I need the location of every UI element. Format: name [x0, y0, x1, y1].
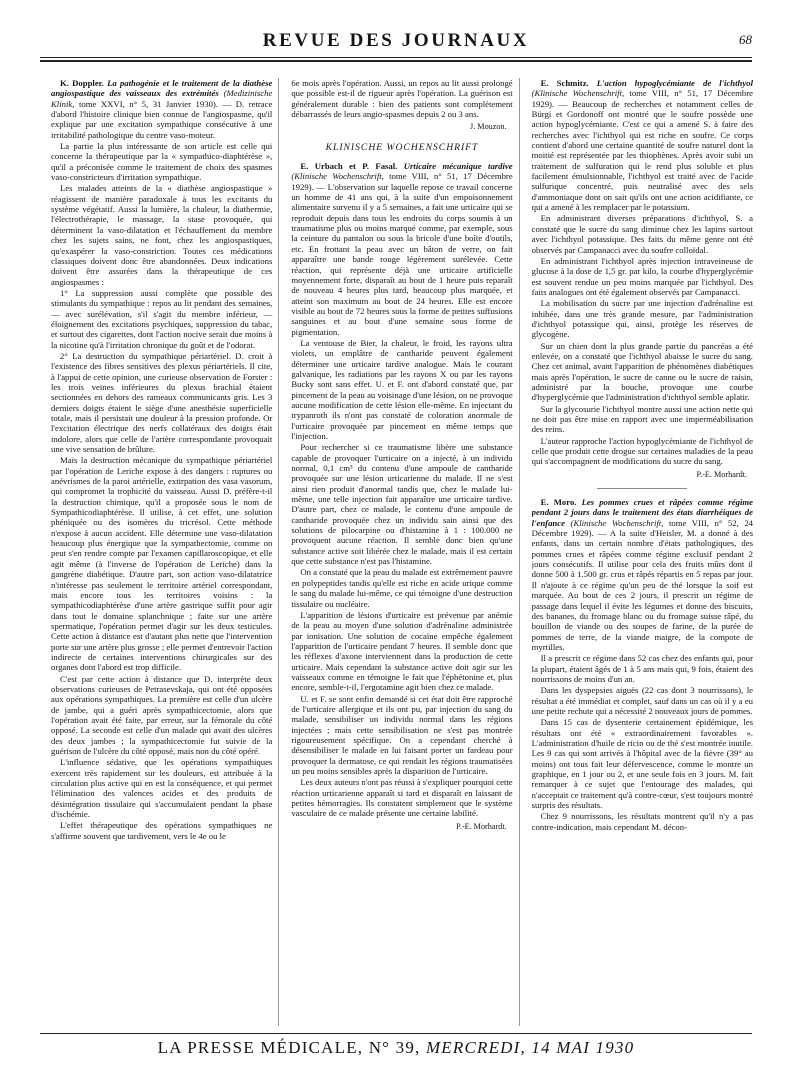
paragraph: Les deux auteurs n'ont pas réussi à s'expliquer pourquoi cette réaction urticarienne apparaît si tard et disparaît en laissant de petites hémorragies. Ils constatent simplement que le système vasculaire de ce malade présente une certaine labilité. [291, 777, 513, 819]
article-doppler [51, 78, 272, 140]
paragraph: Dans 15 cas de dysenterie certainement épidémique, les résultats ont été « extraordinairement favorables ». L'administration d'huile de ricin ou de thé s'est montrée inutile. Les 9 cas qui sont arrivés à l'hôpital avec de la fièvre (39° au moins) ont tous fait leur défervescence, comme le montre un graphique, en 1 jour ou 2, et une seule fois en 3 jours. M. fait remarquer à ce sujet que l'entourage des malades, qui n'acceptait ce traitement qu'à contre-cœur, s'est toujours montré surpris des résultats. [531, 717, 753, 811]
paragraph: 6e mois après l'opération. Aussi, un repos au lit aussi prolongé que possible est-il de rigueur après l'opération. La guérison est généralement durable : bien des patients sont complètement débarrassés de leurs angio-spasmes depuis 2 ou 3 ans. [291, 78, 513, 120]
paragraph: L'effet thérapeutique des opérations sympathiques ne s'affirme souvent que tardivement, vers le 4e ou le [51, 820, 273, 841]
paragraph: Sur la glycosurie l'ichthyol montre aussi une action nette qui ne doit pas être mise en rapport avec une imperméabilisation des reins. [531, 403, 753, 435]
article-text: tome VIII, n° 51, 17 Décembre 1929). — L'observation sur laquelle repose ce travail concerne un homme de 41 ans qui, à la suite d'un empoisonnement alimentaire survenu il y a 5 semaines, a fait une urticaire qui se reproduit depuis dans tous les endroits du corps soumis à un traumatisme plus ou moins marqué comme, par exemple, sous la ceinture du pantalon ou sous la bricole d'une boîte d'outils, etc. En frottant la peau avec un bâton de verre, on fait apparaître une bande rouge légèrement surélevée. Cette réaction, qui représente déjà une urticaire artificielle moyennement forte, disparaît au bout de 1 heure puis reparaît de nouveau 4 heures plus tard, beaucoup plus marquée, et atteint son maximum au bout de 24 heures. Elle est encore visible au bout de 72 heures sous la forme de petites suffusions sanguines et au bout d'une semaine sous forme de pigmentation. [291, 171, 513, 337]
article-author: E. Moro. [540, 497, 577, 508]
paragraph: U. et F. se sont enfin demandé si cet état doit être rapproché de l'urticaire allergique et ils ont pu, par injection du sang du malade, sensibiliser un individu normal dans les régions injectées ; mais cette sensibilisation ne s'est pas montrée rigoureusement spécifique. On a cependant cherché à désensibiliser le malade en lui faisant porter un fardeau pour provoquer la dermatose, ce qui rendait les régions traumatisées un peu moins sensibles après la disparition de l'urticaire. [291, 693, 513, 776]
footer-line [40, 1038, 752, 1058]
paragraph: Pour rechercher si ce traumatisme libère une substance capable de provoquer l'urticaire on a injecté, à un individu normal, 0,1 cm³ du contenu d'une ampoule de cantharide provoquée sur une lésion urticarienne du malade. Il ne s'est ainsi rien produit d'anormal tandis que, chez le malade lui-même, une telle injection fait apparaître une urticaire tardive. D'autre part, chez ce malade, le contenu d'une ampoule de cantharide provoquée chez un individu sain ainsi que des solutions de pilocarpine ou d'histamine à 1 : 100.000 ne provoquent aucune réaction. Il semble donc bien qu'une substance active soit libérée chez le malade, mais il est certain que cette substance n'est pas l'histamine. [291, 442, 513, 567]
article-signature: P.-E. Morhardt. [696, 469, 747, 479]
article-text: tome VIII, n° 51, 17 Décembre 1929). — Beaucoup de recherches et notamment celles de Bürgi et Gordonoff ont montré que le soufre possède une action hypoglycémiante. C'est ce qui a amené S. à faire des recherches avec l'ichthyol qui est riche en soufre. Ce corps contient d'abord une certaine quantité de soufre naturel dont la moitié est représentée par les thiophènes. Après avoir subi un traitement de sulfuration qui le rend plus soluble et plus facilement émulsionnable, l'ichthyol est traité avec de l'acide sulfurique concentré, puis neutralisé avec des sels d'ammoniaque dont on sait qu'ils ont une action acidifiante, ce qui a amené à les remplacer par le potassium. [531, 88, 753, 213]
paragraph: 1° La suppression aussi complète que possible des stimulants du sympathique : repos au lit pendant des semaines, — avec surélévation, s'il s'agit du membre inférieur, — éloignement des excitations psychiques, suppression du tabac, et surtout des cigarettes, dont l'action nocive serait due moins à la nicotine qu'à l'irritation chronique du goût et de l'odorat. [51, 287, 273, 350]
column-2 [291, 78, 519, 1026]
article-source: (Klinische Wochenschrift, [291, 171, 384, 182]
article-schmitz [532, 78, 753, 212]
article-title: L'action hypoglycémiante de l'ichthyol [596, 78, 753, 88]
paragraph: On a constaté que la peau du malade est extrêmement pauvre en polypeptides tandis qu'elle est riche en acide urique comme le sang du malade lui-même, ce qui témoigne d'une destruction tissulaire ou nucléaire. [291, 567, 513, 609]
page-number: 68 [739, 32, 752, 47]
article-text: tome VIII, n° 52, 24 Décembre 1929). — A la suite d'Heisler, M. a donné à des enfants, dans un certain nombre d'états pathologiques, des pommes crues et râpées comme régime exclusif pendant 2 jours consécutifs. Il utilise pour cela des fruits mûrs dont il donne 500 à 1.500 gr. crus et râpés répartis en 5 repas par jour. Il n'ajoute à ce régime qu'un peu de thé lorsque la soif est marquée. Au bout de ces 2 jours, il prescrit un régime de passage dans lequel il évite les légumes et donne des biscuits, des bananes, du fromage blanc ou du fromage suisse râpé, du bouillon de viande ou des soupes de farine, de la purée de pommes de terre, de la viande maigre, de la compote de myrtilles. [531, 517, 753, 652]
paragraph: L'apparition de lésions d'urticaire est prévenue par anémie de la peau au moyen d'une solution d'adrénaline administrée par ionisation. Une solution de cocaïne empêche également l'apparition de l'urticaire pendant 7 heures. Il semble donc que les réflexes d'axone interviennent dans la production de cette urticaire. Mais cependant la substance active doit agir sur les vaisseaux comme en témoigne le fait que l'éphétonine et, plus encore, semble-t-il, l'ergotamine agit bien chez ce malade. [291, 609, 513, 693]
footer-journal-name: LA PRESSE MÉDICALE, [157, 1038, 364, 1057]
paragraph: Sur un chien dont la plus grande partie du pancréas a été enlevée, on a constaté que l'ichthyol abaisse le sucre du sang. Chez cet animal, avant l'apparition de phénomènes diabétiques mais après l'opération, le sucre de canne ou le sucre de raisin, administré par la bouche, provoque une courbe d'hyperglycémie que l'administration d'ichthyol semble aplatir. [531, 340, 753, 403]
article-columns [51, 78, 753, 1026]
article-text: tome XXVI, n° 5, 31 Janvier 1930). — D. retrace d'abord l'histoire clinique bien connue de l'angiospasme, qu'il explique par une excitation sympathique consécutive à une irritabilité pathologique du centre vaso-moteur. [51, 98, 273, 140]
column-3 [532, 78, 753, 1026]
journal-section-heading: KLINISCHE WOCHENSCHRIFT [325, 141, 479, 153]
paragraph: Les malades atteints de la « diathèse angiospastique » réagissent de manière paradoxale à tous les excitants du système végétatif. Aussi la lumière, la chaleur, la diathermie, l'électrothérapie, le massage, la stase provoquée, qui déterminent la vaso-dilatation et l'échauffement du membre chez les sujets sains, ne font, chez les angiospastiques, qu'exaspérer la vaso-constriction. Toutes ces médications classiques doivent donc être abandonnées. Deux indications doivent être assurées dans la thérapeutique de ces angiospasmes : [51, 183, 273, 287]
article-author: E. Urbach et P. Fasal. [300, 161, 398, 172]
footer-date: MERCREDI, 14 MAI 1930 [425, 1038, 635, 1057]
paragraph: Chez 9 nourrissons, les résultats montrent qu'il n'y a pas contre-indication, mais cependant M. décon- [531, 811, 753, 832]
header-rule-thick [40, 60, 752, 62]
paragraph: En administrant diverses préparations d'ichthyol, S. a constaté que le sucre du sang diminue chez les lapins surtout avec l'ichthyol potassique. Des faits du même genre ont été observés par Campanacci avec du soufre colloïdal. [531, 213, 753, 255]
article-title: La pathogénie et le traitement de la diathèse angiospastique des vaisseaux des extrémités [51, 78, 273, 99]
article-source: (Klinische Wochenschrift, [531, 88, 625, 99]
article-author: E. Schmitz. [540, 78, 589, 88]
article-title: Urticaire mécanique tardive [403, 161, 513, 172]
header-rule [40, 57, 752, 58]
article-author: K. Doppler. [60, 78, 104, 88]
paragraph: L'auteur rapproche l'action hypoglycémiante de l'ichthyol de celle que produit cette drogue sur certaines maladies de la peau qui s'accompagnent de modifications du sucre du sang. [531, 435, 753, 467]
paragraph: C'est par cette action à distance que D. interprète deux observations curieuses de Petrasevskaja, qui ont été opposées aux opérations sympathiques. La première est celle d'un ulcère de jambe, qui a guéri après sympathicectomie, alors que l'opération avait été faite, par erreur, sur la fémorale du côté opposé. La seconde est celle d'un malade qui avait des ulcères des deux jambes ; la sympathicectomie fut suivie de la guérison de l'ulcère du côté opposé, mais non du côté opéré. [51, 673, 273, 756]
article-signature: P.-E. Morhardt. [456, 821, 507, 831]
article-title: Les pommes crues et râpées comme régime pendant 2 jours dans le traitement des états diarrhéiques de l'enfance [531, 497, 753, 528]
article-signature: J. Mouzon. [470, 122, 507, 132]
article-separator [597, 488, 687, 489]
journal-section-title: REVUE DES JOURNAUX [262, 30, 530, 51]
paragraph: L'influence sédative, que les opérations sympathiques exercent très rapidement sur les douleurs, est attribuée à la circulation plus active qui en est la conséquence, et qui permet l'élimination des valences acides et des produits de désintégration tissulaire qui s'accumulaient pendant la phase d'ischémie. [51, 757, 273, 820]
paragraph: Il a prescrit ce régime dans 52 cas chez des enfants qui, pour la plupart, étaient âgés de 1 à 5 ans mais qui, 9 fois, étaient des nourrissons de moins d'un an. [531, 653, 753, 684]
paragraph: 2° La destruction du sympathique périartériel. D. croit à l'existence des fibres sensitives des plexus périartériels. Il cite, à l'appui de cette opinion, une curieuse observation de Forster : les trois veines inférieures du plexus brachial étaient sectionnées en dehors des rameaux communicants gris. Les 3 derniers doigts étaient le siège d'une anesthésie superficielle totale, mais il persistait une douleur à la pression profonde. Or l'excitation électrique des nerfs collatéraux des doigts était indolore, alors que celle de l'artère correspondante provoquait une vive sensation de brûlure. [51, 350, 273, 455]
paragraph: Dans les dyspepsies aiguës (22 cas dont 3 nourrissons), le résultat a été immédiat et complet, sauf dans un cas où il y a eu une petite rechute qui a nécessité 2 nouveaux jours de pommes. [531, 685, 753, 716]
article-source: (Medizinische Klinik, [51, 88, 273, 109]
article-moro [532, 497, 753, 652]
footer-issue-number: N° 39, [368, 1038, 421, 1057]
paragraph: La mobilisation du sucre par une injection d'adrénaline est inhibée, dans une très grande mesure, par l'administration d'ichthyol potassique qui, ainsi, protège les réserves de glycogène. [531, 298, 753, 340]
article-source: (Klinische Wochenschrift, [570, 517, 664, 528]
paragraph: En administrant l'ichthyol après injection intraveineuse de glucose à la dose de 1,5 gr. par kilo, la courbe d'hyperglycémie est souvent rendue un peu moins marquée par l'ichthyol. Des faits analogues ont été également observés par Campanacci. [531, 255, 753, 297]
page-header [40, 26, 752, 66]
footer-rule [40, 1033, 752, 1034]
paragraph: Mais la destruction mécanique du sympathique périartériel par l'opération de Leriche expose à des dangers : ruptures ou anévrismes de la paroi artérielle, extirpation des vasa vasorum, qui compromet la trophicité du vaisseau. Aussi D. préfère-t-il la destruction chimique, qu'il a proposée sous le nom de Sympathicodiaphtérèse. Il utilise, à cet effet, une solution phéniquée ou des isomères du tricrésol. Cette méthode n'expose à aucun accident. Elle détermine une vaso-dilatation beaucoup plus énergique que la sympathectomie, comme on peut s'en rendre compte par l'examen capillaroscopique, et elle agit même (à l'inverse de l'opération de Leriche) dans la gangrène diabétique. D'autre part, son action vaso-dilatatrice n'intéresse pas seulement le territoire artériel correspondant, mais encore tous les territoires voisins : la sympathicodiaphtérèse d'une artère gastrique suffit pour agir dans tout le domaine splanchnique ; faite sur une artère spermatique, l'opération permet d'agir sur les deux testicules. Cette action à distance est d'autant plus nette que l'intervention porte sur une artère plus grosse ; elle permet d'entrevoir l'action indirecte de certaines interventions chirurgicales sur des organes dont l'abord est trop difficile. [51, 455, 273, 673]
paragraph: La ventouse de Bier, la chaleur, le froid, les rayons ultra violets, un emplâtre de cantharide peuvent également déterminer une urticaire tardive analogue. Mais le courant galvanique, les radiations par les rayons X ou par les rayons Bucky sont sans effet. U. et F. ont d'abord constaté que, par pincement de la peau au voisinage d'une lésion, on ne provoque aucune modification de cette lésion elle-même. En injectant du trypanroth ils n'ont pas constaté de coloration anormale de l'urticaire provoquée par pincement en même temps que l'injection. [291, 337, 513, 441]
column-1 [51, 78, 279, 1026]
paragraph: La partie la plus intéressante de son article est celle qui concerne la thérapeutique par la « sympathico-diaphtérèse », qu'il a préconisée comme le traitement de choix des spasmes vaso-constricteurs d'irritation sympathique. [51, 141, 273, 183]
page-footer [40, 1033, 752, 1063]
article-urbach-fasal [291, 161, 512, 337]
